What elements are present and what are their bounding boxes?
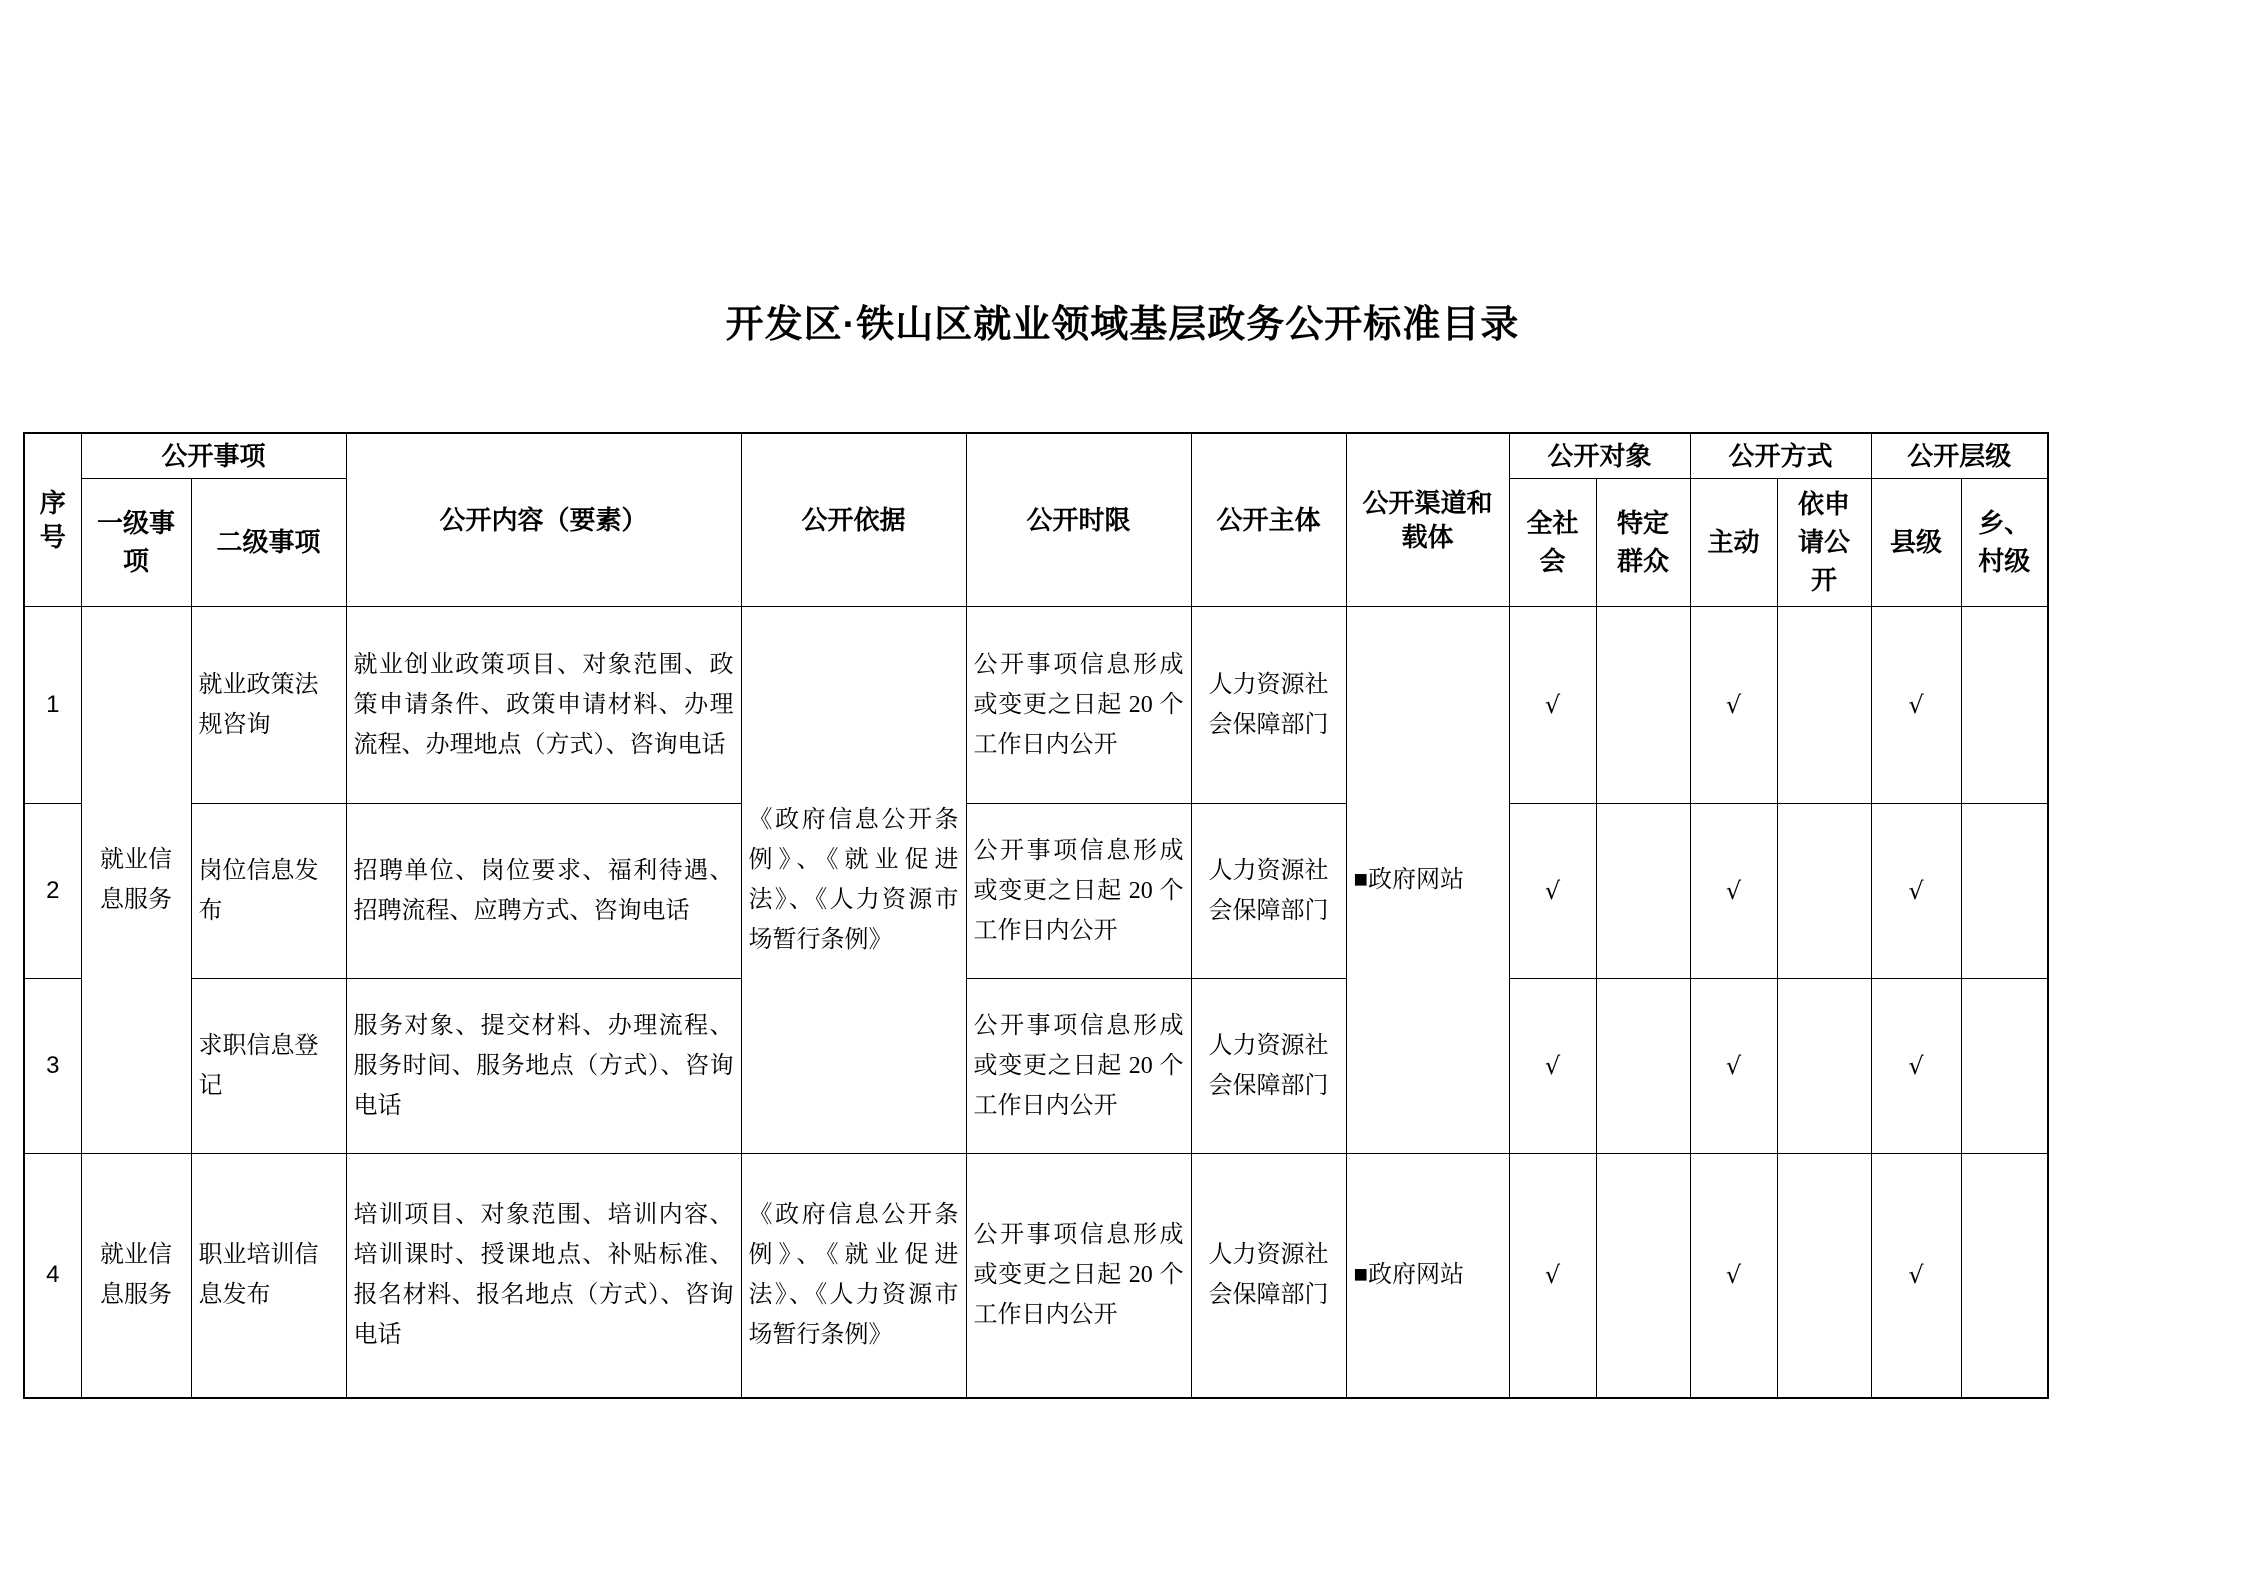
table-row: [24, 1153, 2048, 1398]
check-active: √: [1690, 606, 1777, 803]
cell-channel: ■政府网站: [1346, 606, 1509, 1153]
check-village: [1961, 606, 2048, 803]
cell-time: 公开事项信息形成或变更之日起 20 个工作日内公开: [966, 606, 1191, 803]
cell-subject: 人力资源社会保障部门: [1191, 1153, 1346, 1398]
check-specific: [1596, 1153, 1690, 1398]
header-group-level: 公开层级: [1871, 433, 2048, 478]
check-active: √: [1690, 1153, 1777, 1398]
cell-content: 培训项目、对象范围、培训内容、培训课时、授课地点、补贴标准、报名材料、报名地点（方式）、咨询电话: [346, 1153, 741, 1398]
header-basis: 公开依据: [741, 433, 966, 606]
cell-time: 公开事项信息形成或变更之日起 20 个工作日内公开: [966, 803, 1191, 978]
cell-serial: 2: [24, 803, 81, 978]
header-group-items: 公开事项: [81, 433, 346, 478]
header-specific-group: 特定群众: [1596, 478, 1690, 606]
cell-time: 公开事项信息形成或变更之日起 20 个工作日内公开: [966, 1153, 1191, 1398]
check-specific: [1596, 606, 1690, 803]
cell-serial: 4: [24, 1153, 81, 1398]
cell-time: 公开事项信息形成或变更之日起 20 个工作日内公开: [966, 978, 1191, 1153]
header-channel: 公开渠道和载体: [1346, 433, 1509, 606]
cell-serial: 3: [24, 978, 81, 1153]
header-all-society: 全社会: [1509, 478, 1596, 606]
check-specific: [1596, 978, 1690, 1153]
check-all-society: √: [1509, 1153, 1596, 1398]
cell-subject: 人力资源社会保障部门: [1191, 978, 1346, 1153]
check-village: [1961, 803, 2048, 978]
check-village: [1961, 978, 2048, 1153]
check-all-society: √: [1509, 978, 1596, 1153]
header-group-method: 公开方式: [1690, 433, 1871, 478]
header-item-l1: 一级事项: [81, 478, 191, 606]
cell-basis: 《政府信息公开条例》、《就业促进法》、《人力资源市场暂行条例》: [741, 1153, 966, 1398]
header-on-request: 依申请公开: [1777, 478, 1871, 606]
cell-subject: 人力资源社会保障部门: [1191, 606, 1346, 803]
header-subject: 公开主体: [1191, 433, 1346, 606]
header-item-l2: 二级事项: [191, 478, 346, 606]
check-specific: [1596, 803, 1690, 978]
check-county: √: [1871, 803, 1961, 978]
page-title: 开发区·铁山区就业领域基层政务公开标准目录: [725, 304, 1520, 346]
header-county: 县级: [1871, 478, 1961, 606]
cell-item-l1: 就业信息服务: [81, 606, 191, 1153]
header-time: 公开时限: [966, 433, 1191, 606]
disclosure-catalog-table: [23, 432, 2049, 1399]
cell-channel: ■政府网站: [1346, 1153, 1509, 1398]
header-content: 公开内容（要素）: [346, 433, 741, 606]
cell-content: 就业创业政策项目、对象范围、政策申请条件、政策申请材料、办理流程、办理地点（方式）、咨询电话: [346, 606, 741, 803]
check-active: √: [1690, 803, 1777, 978]
check-county: √: [1871, 1153, 1961, 1398]
check-county: √: [1871, 606, 1961, 803]
cell-item-l2: 职业培训信息发布: [191, 1153, 346, 1398]
cell-item-l2: 岗位信息发布: [191, 803, 346, 978]
table-row: [24, 978, 2048, 1153]
check-active: √: [1690, 978, 1777, 1153]
cell-serial: 1: [24, 606, 81, 803]
check-all-society: √: [1509, 803, 1596, 978]
check-county: √: [1871, 978, 1961, 1153]
header-group-audience: 公开对象: [1509, 433, 1690, 478]
table-row: [24, 606, 2048, 803]
check-on-request: [1777, 978, 1871, 1153]
cell-basis: 《政府信息公开条例》、《就业促进法》、《人力资源市场暂行条例》: [741, 606, 966, 1153]
check-on-request: [1777, 606, 1871, 803]
header-group-row: [24, 433, 2048, 478]
cell-item-l2: 求职信息登记: [191, 978, 346, 1153]
check-on-request: [1777, 1153, 1871, 1398]
header-village: 乡、村级: [1961, 478, 2048, 606]
check-all-society: √: [1509, 606, 1596, 803]
check-village: [1961, 1153, 2048, 1398]
cell-content: 服务对象、提交材料、办理流程、服务时间、服务地点（方式）、咨询电话: [346, 978, 741, 1153]
cell-subject: 人力资源社会保障部门: [1191, 803, 1346, 978]
cell-item-l1: 就业信息服务: [81, 1153, 191, 1398]
cell-content: 招聘单位、岗位要求、福利待遇、招聘流程、应聘方式、咨询电话: [346, 803, 741, 978]
cell-item-l2: 就业政策法规咨询: [191, 606, 346, 803]
header-active: 主动: [1690, 478, 1777, 606]
header-serial: 序号: [24, 433, 81, 606]
check-on-request: [1777, 803, 1871, 978]
table-row: [24, 803, 2048, 978]
